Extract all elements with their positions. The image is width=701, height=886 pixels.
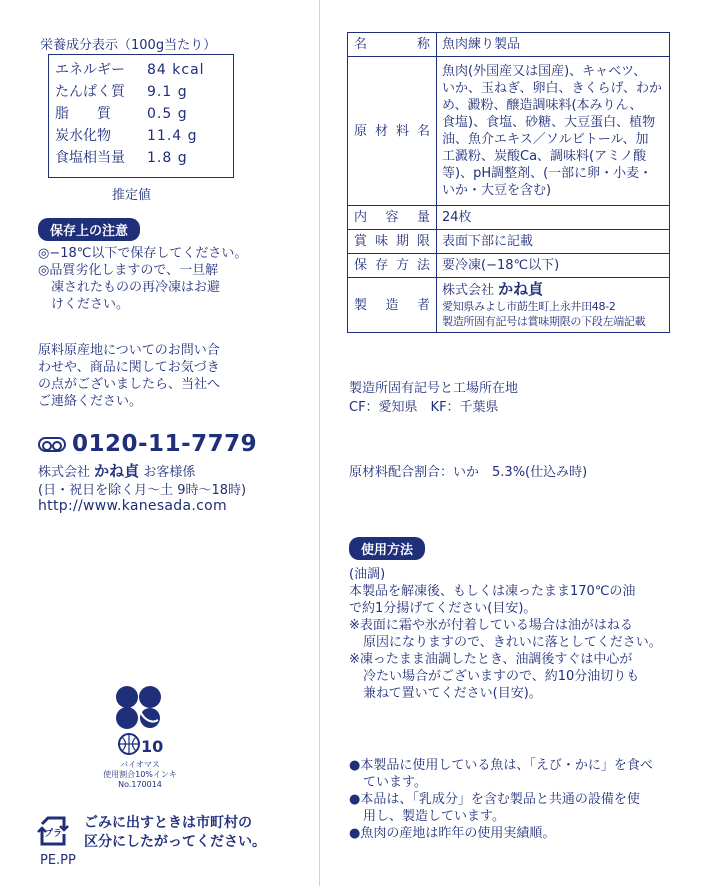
inquiry-line: の点がございましたら、当社へ [38, 377, 221, 392]
website-link[interactable]: http://www.kanesada.com [38, 498, 227, 514]
biomass-line: 使用割合10%インキ [103, 770, 177, 779]
storage-notes [38, 245, 270, 313]
name-value: 魚肉練り製品 [437, 33, 670, 57]
storage-heading: 保存上の注意 [38, 218, 140, 241]
table-row [348, 33, 670, 57]
nutrient-value: 84 kcal [147, 62, 205, 78]
ingredients-line: 魚肉(外国産又は国産)、キャベツ、 [442, 64, 647, 79]
usage-instructions [349, 566, 679, 702]
inquiry-line: ご連絡ください。 [38, 394, 143, 409]
ingredients-value [437, 57, 670, 206]
biomass-caption [90, 760, 190, 790]
nutrient-name: 炭水化物 [55, 128, 111, 144]
expiry-label: 賞味期限 [348, 230, 437, 254]
nutrition-row [55, 125, 233, 147]
inquiry-line: 原料原産地についてのお問い合 [38, 343, 220, 358]
company-suffix: お客様係 [143, 465, 196, 480]
brand-logo-text: かね貞 [94, 462, 140, 480]
nutrient-value: 1.8 g [147, 150, 188, 166]
maker-address: 愛知県みよし市莇生町上永井田48-2 [442, 300, 616, 313]
ingredients-line: いか・大豆を含む) [442, 183, 552, 198]
maker-value [437, 278, 670, 333]
nutrition-caption: 推定値 [112, 188, 152, 203]
nutrition-table [48, 54, 234, 178]
usage-line: ※凍ったまま油調したとき、油調後すぐは中心が [349, 652, 633, 667]
biomass-mark-icon [112, 680, 166, 760]
biomass-number: 10 [141, 737, 164, 756]
content-value: 24枚 [437, 206, 670, 230]
nutrient-value: 0.5 g [147, 106, 188, 122]
nutrient-name: エネルギー [55, 62, 125, 78]
ingredients-line: 等)、pH調整剤、(一部に卵・小麦・ [442, 166, 653, 181]
note-line: 用し、製造しています。 [363, 809, 505, 824]
storage-method-value: 要冷凍(−18℃以下) [437, 254, 670, 278]
usage-line: 兼ねて置いてください(目安)。 [363, 686, 542, 701]
company-prefix: 株式会社 [38, 465, 91, 480]
phone-contact [38, 431, 257, 457]
storage-line: ◎−18℃以下で保存してください。 [38, 246, 248, 261]
ingredients-line: 食塩)、食塩、砂糖、大豆蛋白、植物 [442, 115, 656, 130]
biomass-line: No.170014 [118, 780, 162, 789]
ratio-value: 5.3%(仕込み時) [492, 465, 588, 480]
note-line: ●魚肉の産地は昨年の使用実績順。 [349, 826, 556, 841]
note-line: ●本品は、「乳成分」を含む製品と共通の設備を使 [349, 792, 640, 807]
ingredients-label: 原材料名 [348, 57, 437, 206]
usage-line: 冷たい場合がございますので、約10分油切りも [363, 669, 640, 684]
ratio-label: 原材料配合割合：いか [349, 465, 480, 480]
usage-line: 原因になりますので、きれいに落としてください。 [363, 635, 662, 650]
disposal-line: 区分にしたがってください。 [84, 834, 266, 850]
nutrient-value: 9.1 g [147, 84, 188, 100]
usage-line: 本製品を解凍後、もしくは凍ったまま170℃の油 [349, 584, 636, 599]
table-row [348, 278, 670, 333]
nutrition-row [55, 147, 233, 169]
ingredients-line: め、澱粉、醸造調味料(本みりん、 [442, 98, 643, 113]
phone-number[interactable]: 0120-11-7779 [72, 431, 258, 457]
storage-line: ◎品質劣化しますので、一旦解 [38, 263, 219, 278]
storage-method-label: 保存方法 [348, 254, 437, 278]
maker-note: 製造所固有記号は賞味期限の下段左端記載 [442, 315, 646, 328]
nutrient-value: 11.4 g [147, 128, 198, 144]
product-info-table [347, 32, 670, 333]
nutrition-title: 栄養成分表示（100g当たり） [40, 38, 217, 53]
usage-method: (油調) [349, 567, 386, 582]
ingredients-line: 工澱粉、炭酸Ca、調味料(アミノ酸 [442, 149, 647, 164]
biomass-line: バイオマス [120, 760, 160, 769]
ingredient-ratio [349, 461, 587, 480]
nutrient-name: 脂 質 [55, 106, 111, 122]
packaging-material: PE.PP [40, 853, 76, 868]
table-row [348, 206, 670, 230]
inquiry-notice [38, 342, 270, 410]
free-dial-icon [38, 437, 66, 452]
disposal-instructions [84, 814, 266, 852]
factory-code-line: CF：愛知県 KF：千葉県 [349, 400, 499, 415]
usage-line: ※表面に霜や氷が付着している場合は油がはねる [349, 618, 633, 633]
expiry-value: 表面下部に記載 [437, 230, 670, 254]
maker-name [442, 281, 664, 299]
disposal-line: ごみに出すときは市町村の [84, 815, 252, 831]
table-row [348, 57, 670, 206]
service-hours: (日・祝日を除く月〜土 9時〜18時) [38, 483, 247, 498]
maker-prefix: 株式会社 [442, 283, 495, 298]
storage-line: けください。 [38, 297, 130, 312]
nutrition-row [55, 81, 233, 103]
maker-label: 製造者 [348, 278, 437, 333]
factory-code-title: 製造所固有記号と工場所在地 [349, 381, 519, 396]
nutrient-name: 食塩相当量 [55, 150, 125, 166]
nutrition-row [55, 103, 233, 125]
usage-line: で約1分揚げてください(目安)。 [349, 601, 537, 616]
nutrition-row [55, 59, 233, 81]
ingredients-line: 油、魚介エキス／ソルビトール、加 [442, 132, 649, 147]
maker-brand: かね貞 [498, 280, 544, 298]
product-notes [349, 757, 679, 842]
plastic-recycle-icon [36, 814, 70, 848]
storage-line: 凍されたものの再冷凍はお避 [38, 280, 221, 295]
recycle-label: プラ [43, 829, 63, 839]
nutrient-name: たんぱく質 [55, 84, 125, 100]
table-row [348, 230, 670, 254]
content-label: 内容量 [348, 206, 437, 230]
customer-service-line [38, 460, 195, 481]
note-line: ●本製品に使用している魚は、「えび・かに」を食べ [349, 758, 653, 773]
usage-heading: 使用方法 [349, 537, 425, 560]
ingredients-line: いか、玉ねぎ、卵白、きくらげ、わか [442, 81, 662, 96]
name-label: 名 称 [348, 33, 437, 57]
note-line: ています。 [363, 775, 427, 790]
inquiry-line: わせや、商品に関してお気づき [38, 360, 220, 375]
table-row [348, 254, 670, 278]
panel-fold-line [319, 0, 320, 886]
